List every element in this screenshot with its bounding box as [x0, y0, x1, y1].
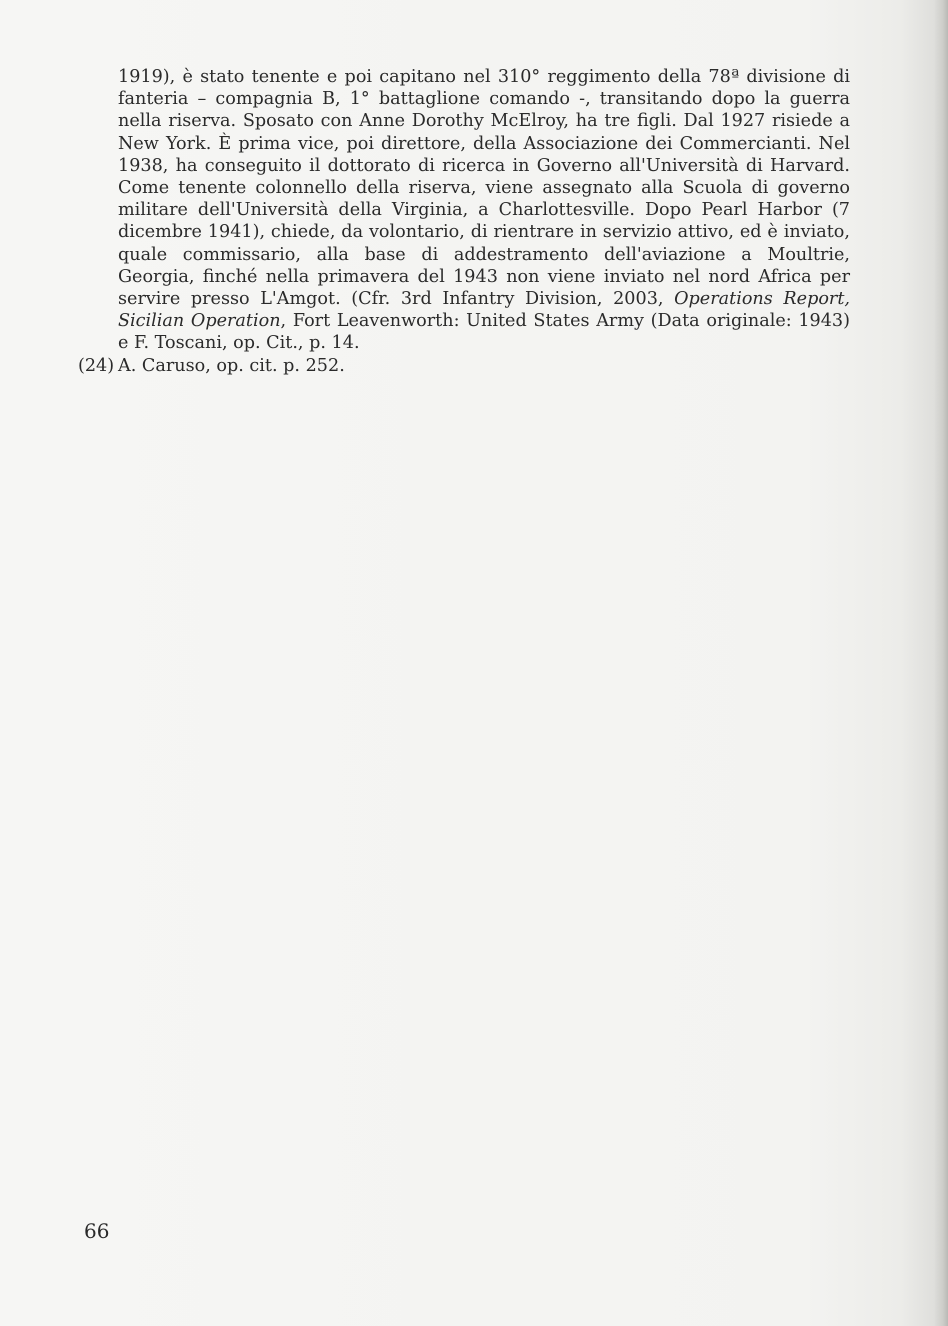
- footnote-continued-part2: , Fort Leavenworth: United States Army (Data originale: 1943) e F. Toscani, op. Cit., p. 14.: [118, 311, 850, 354]
- page-number: 66: [84, 1219, 110, 1243]
- page-edge-shadow: [934, 0, 948, 1326]
- footnote-continued: [78, 66, 850, 355]
- footnote-24-number: (24): [78, 355, 115, 376]
- footnote-continued-text: [118, 66, 850, 355]
- footnotes: [78, 66, 850, 377]
- footnote-24-text: A. Caruso, op. cit. p. 252.: [118, 355, 345, 376]
- footnote-continued-part1: 1919), è stato tenente e poi capitano nel 310° reggimento della 78ª divisione di fanteria – compagnia B, 1° battaglione comando -, transitando dopo la guerra nella riserva. Sposato con Anne Dorothy McElroy, ha tre figli. Dal 1927 risiede a New York. È prima vice, poi direttore, della Associazione dei Commercianti. Nel 1938, ha conseguito il dottorato di ricerca in Governo all'Università di Harvard. Come tenente colonnello della riserva, viene assegnato alla Scuola di governo militare dell'Università della Virginia, a Charlottesville. Dopo Pearl Harbor (7 dicembre 1941), chiede, da volontario, di rientrare in servizio attivo, ed è inviato, quale commissario, alla base di addestramento dell'aviazione a Moultrie, Georgia, finché nella primavera del 1943 non viene inviato nel nord Africa per servire presso L'Amgot. (Cfr. 3rd Infantry Division, 2003,: [118, 67, 850, 310]
- footnote-24: [78, 355, 850, 377]
- footnote-continued-italic-title: Operations Report, Sicilian Operation: [118, 289, 850, 332]
